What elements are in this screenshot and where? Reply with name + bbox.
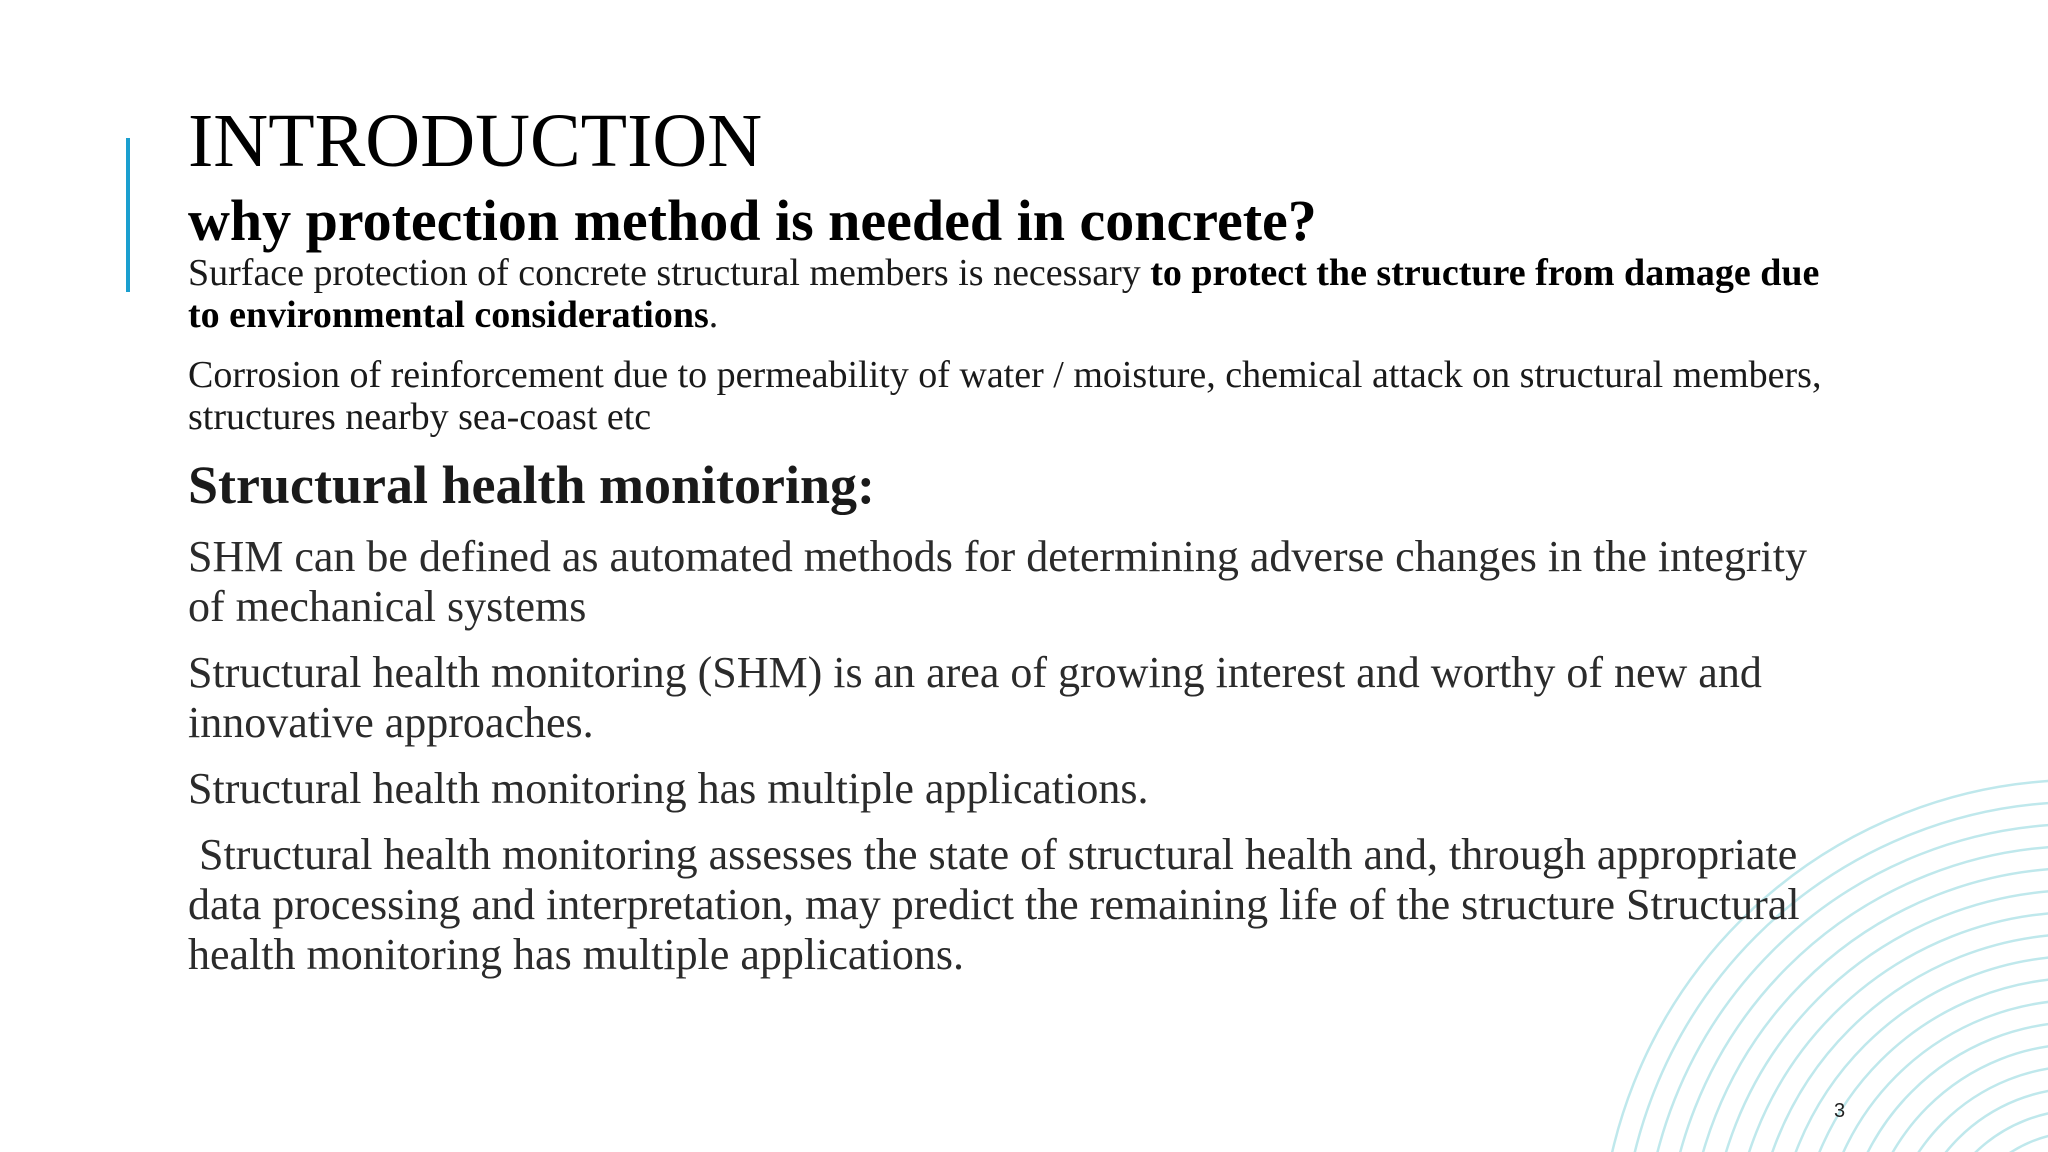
decorative-ring — [1930, 1110, 2048, 1152]
corrosion-paragraph: Corrosion of reinforcement due to permeability of water / moisture, chemical attack on structural members, structures nearby sea-coast etc — [188, 354, 1822, 438]
slide-title: INTRODUCTION — [188, 99, 763, 183]
page-number: 3 — [1834, 1100, 1846, 1122]
protection-paragraph — [188, 252, 1828, 336]
protection-end: . — [708, 294, 719, 336]
shm-paragraph: Structural health monitoring assesses the state of structural health and, through appropriate data processing and interpretation, may predict the remaining life of the structure Structural health monitoring has multiple applications. — [188, 830, 1811, 979]
question-heading: why protection method is needed in concrete? — [188, 188, 1317, 253]
shm-heading: Structural health monitoring: — [188, 455, 875, 515]
shm-paragraph: Structural health monitoring has multiple applications. — [188, 764, 1149, 813]
decorative-ring — [1842, 1022, 2048, 1152]
decorative-ring — [1952, 1132, 2048, 1152]
shm-paragraph: SHM can be defined as automated methods for determining adverse changes in the integrity of mechanical systems — [188, 532, 1807, 631]
protection-emphasis: to protect the structure from damage due to environmental considerations — [188, 252, 1820, 336]
shm-paragraph: Structural health monitoring (SHM) is an area of growing interest and worthy of new and innovative approaches. — [188, 648, 1762, 747]
decorative-ring — [1820, 1000, 2048, 1152]
protection-text: Surface protection of concrete structural members is necessary — [188, 252, 1151, 294]
accent-bar — [126, 138, 130, 292]
decorative-ring — [1886, 1066, 2048, 1152]
slide-content — [188, 96, 1828, 980]
